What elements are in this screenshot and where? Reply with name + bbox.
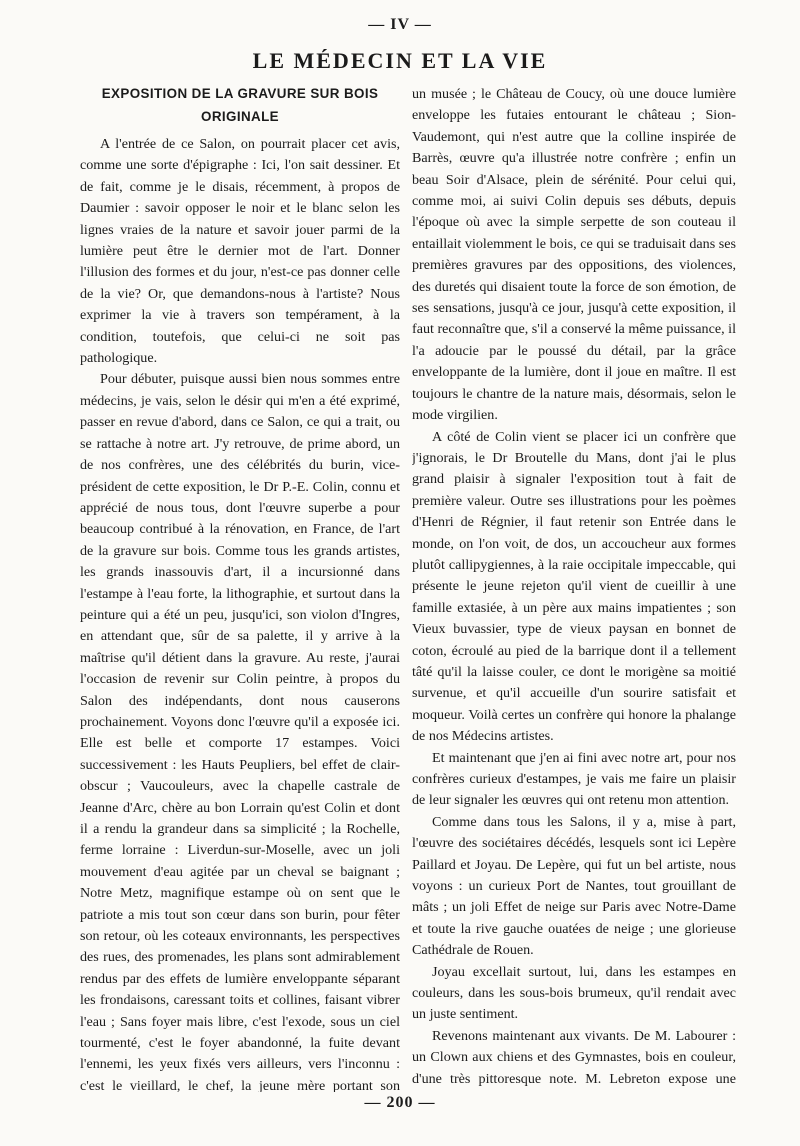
left-paragraph-2: Pour débuter, puisque aussi bien nous sommes entre médecins, je vais, selon le désir qui m'en a été exprimé, passer en revue d'abord, dans ce Salon, ce qui a trait, ou se rattache à notre art. J'y retrouve, de prime abord, un de nos confrères, une des célébrités du burin, vice-président de cette exposition, le Dr P.-E. Colin, connu et apprécié de nous tous, dont l'œuvre superbe a pour beaucoup contribué à la rénovation, en France, de l'art de la gravure sur bois. Comme tous les grands artistes, les grands inassouvis d'art, il a incursionné dans l'estampe à l'eau forte, la lithographie, et surtout dans la peinture qui a été un peu, jusqu'ici, son violon d'Ingres, en attendant que, sûr de sa palette, il y arrive à la maîtrise qu'il détient dans la gravure. Au reste, j'aurai l'occasion de revenir sur Colin peintre, à propos du Salon des indépendants, dont nous causerons prochainement. Voyons donc l'œuvre qu'il a exposée ici. Elle est belle et comporte 17 estampes. Voici successivement : les Hauts Peupliers, bel effet de clair-obscur ; Vaucouleurs, avec la chapelle castrale de Jeanne d'Arc, chère au bon Lorrain qu'est Colin et dont il a rendu la grandeur dans sa simplicité ; la Rochelle, ferme lorraine : Liverdun-sur-Moselle, avec un joli mouvement d'eau agitée par un cheval se baignant ; Notre Metz, magnifique estampe où on sent que le patriote a mis tout son cœur dans son burin, pour fêter son retour, où les coteaux environnants, les perspectives des rues, des promenades, les plans sont admirablement rendus par des effets de lumière enveloppante séparant les frondaisons, caressant toits et collines, faisant vibrer l'eau ; Sans foyer mais libre, c'est l'exode, sous un ciel tourmenté, c'est le foyer abandonné, la fuite devant l'ennemi, les yeux fixés vers ailleurs, vers l'inconnu : c'est le vieillard, le chef, la jeune mère portant son xyxy=(80,371,400,1092)
right-paragraph-2: A côté de Colin vient se placer ici un confrère que j'ignorais, le Dr Broutelle du Mans, dont j'ai le plus grand plaisir à signaler l'exposition tout à fait de première valeur. Outre ses illustrations pour les poèmes d'Henri de Régnier, il faut retenir son Entrée dans le monde, on l'on voit, de dos, un accoucheur aux formes plutôt callipygiennes, à la raie occipitale impeccable, qui présente le jeune rejeton qu'il vient de cueillir à une famille extasiée, à un père aux mains impatientes ; son Vieux buvassier, type de vieux paysan en bonnet de coton, écroulé au pied de la barrique dont il a tellement tâté qu'il la laisse couler, ce dont le morigène sa moitié survenue, et qu'il accueille d'un sourire satisfait et moqueur. Voilà certes un confrère qui honore la phalange de nos Médecins artistes. xyxy=(412,428,736,745)
right-column xyxy=(412,84,736,1094)
left-paragraph-1: A l'entrée de ce Salon, on pourrait placer cet avis, comme une sorte d'épigraphe : Ici, l'on sait dessiner. Et de fait, comme je le disais, récemment, à propos de Daumier : savoir opposer le noir et le blanc selon les lignes vraies de la nature et savoir jouer parmi de la lumière peut être le dernier mot de l'art. Donner l'illusion des formes et du jour, n'est-ce pas donner celle de la vie? Or, que demandons-nous à l'artiste? Nous exprimer la vie à travers son tempérament, à la condition, toutefois, que celui-ci ne soit pas pathologique. xyxy=(80,136,400,367)
article-title: EXPOSITION DE LA GRAVURE SUR BOIS ORIGINALE xyxy=(101,86,379,124)
journal-masthead: LE MÉDECIN ET LA VIE xyxy=(252,48,548,73)
left-column xyxy=(80,82,400,1092)
page-number: — 200 — xyxy=(364,1094,436,1111)
right-paragraph-1: un musée ; le Château de Coucy, où une douce lumière enveloppe les futaies entourant le château ; Sion-Vaudemont, qui n'est autre que la colline inspirée de Barrès, œuvre qu'a illustrée notre confrère ; enfin un beau Soir d'Alsace, plein de sérénité. Pour celui qui, comme moi, ai suivi Colin depuis ses débuts, depuis l'époque où avec la simple serpette de son couteau il entaillait violemment le bois, ce qui se traduisait dans ses premières gravures par des oppositions, des violences, des duretés qui disaient toute la force de son émotion, de ses sensations, jusqu'à ce jour, jusqu'à cette exposition, il faut reconnaître que, s'il a conservé la même puissance, il l'a adoucie par le poussé du détail, par la grâce enveloppante de la lumière, dont il joue en maître. Il est toujours le chantre de la nature mais, désormais, selon le mode virgilien. xyxy=(412,86,736,424)
right-paragraph-6: Revenons maintenant aux vivants. De M. Labourer : un Clown aux chiens et des Gymnastes, bois en couleur, d'une très pittoresque note. M. Lebreton expose une xyxy=(412,1027,736,1087)
right-paragraph-3: Et maintenant que j'en ai fini avec notre art, pour nos confrères curieux d'estampes, je vais me faire un plaisir de leur signaler les œuvres qui ont retenu mon attention. xyxy=(412,749,736,809)
roman-folio: — IV — xyxy=(368,16,432,33)
right-paragraph-4: Comme dans tous les Salons, il y a, mise à part, l'œuvre des sociétaires décédés, lesquels sont ici Lepère Paillard et Joyau. De Lepère, qui fut un bel artiste, nous voyons : un curieux Port de Nantes, tout grouillant de mâts ; un joli Effet de neige sur Paris avec Notre-Dame et toute la rive gauche ouatées de neige ; une glorieuse Cathédrale de Rouen. xyxy=(412,813,736,959)
right-paragraph-5: Joyau excellait surtout, lui, dans les estampes en couleurs, dans les sous-bois brumeux, qu'il rendait avec un juste sentiment. xyxy=(412,963,736,1023)
